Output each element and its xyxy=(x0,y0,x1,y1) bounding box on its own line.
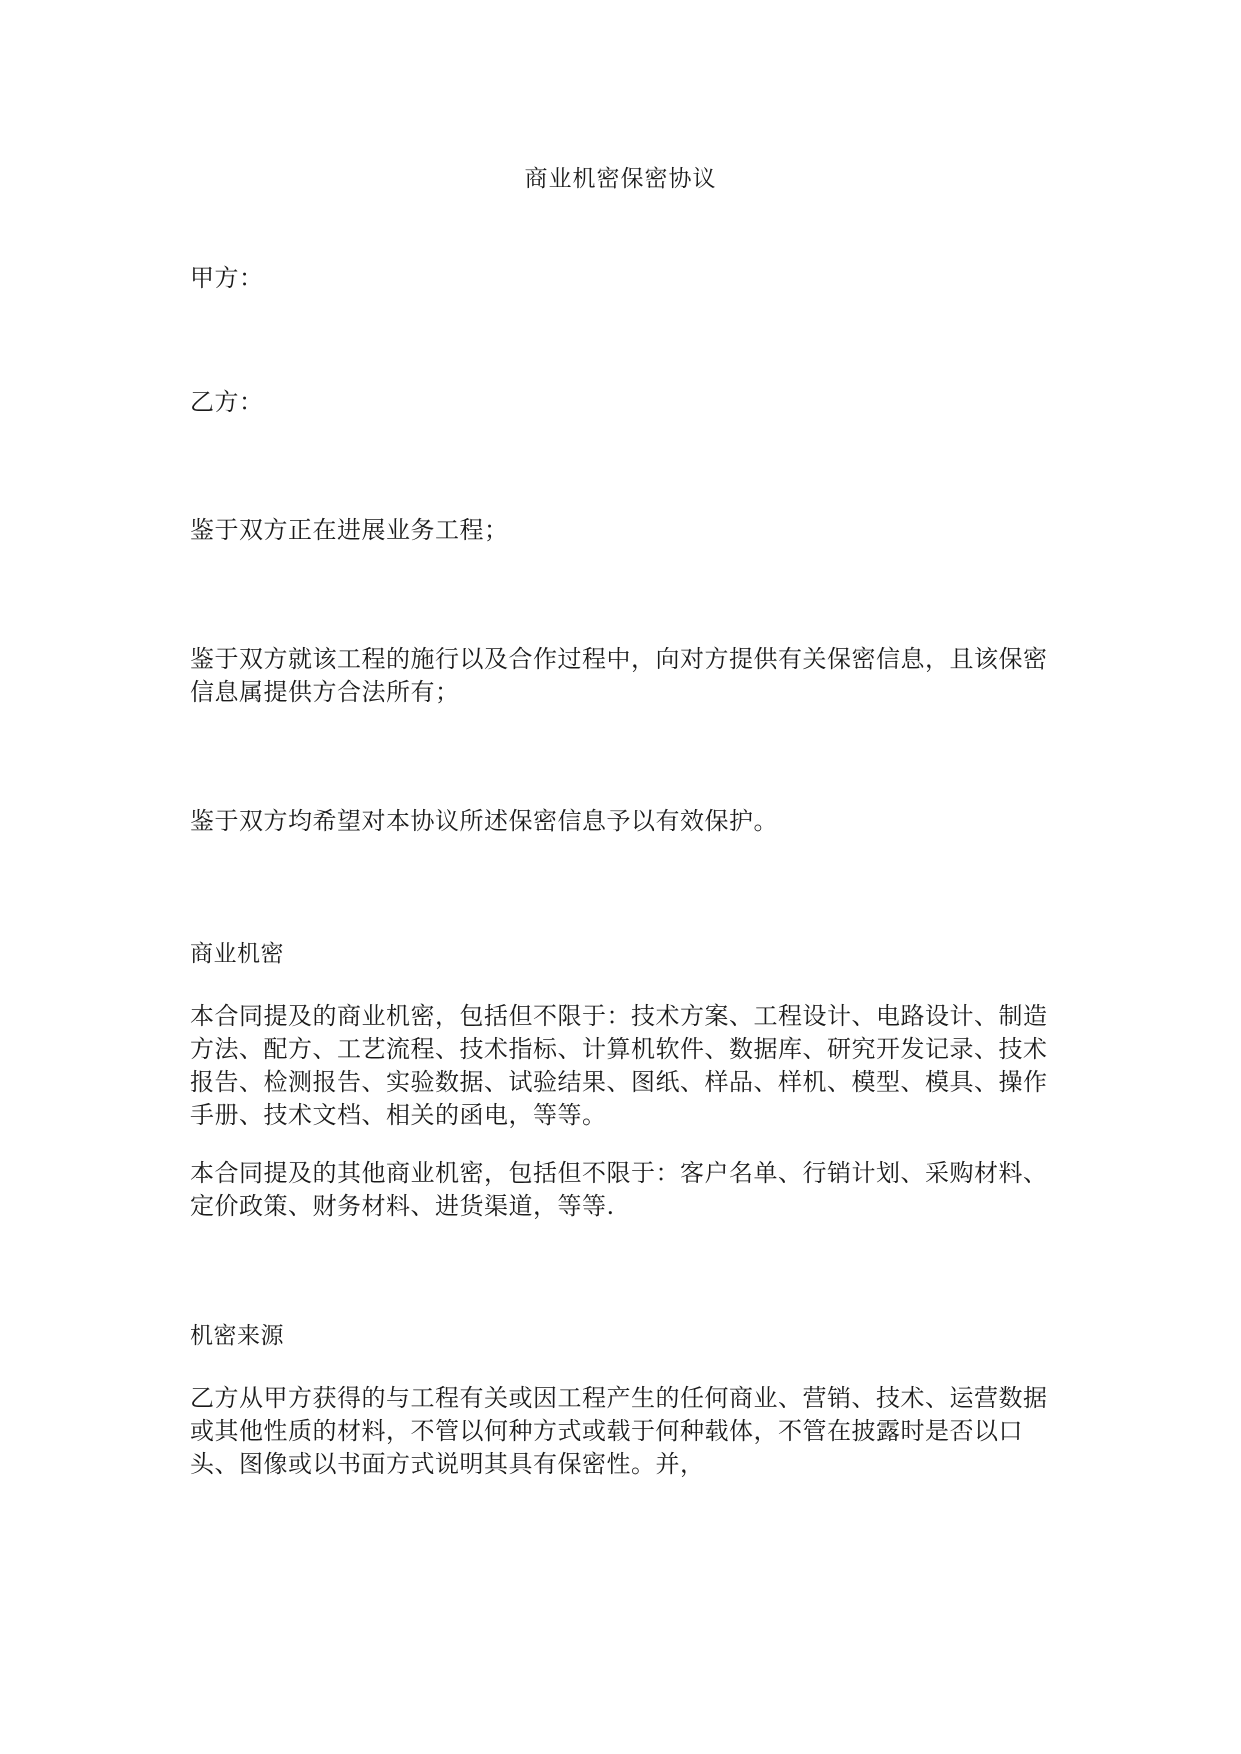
section-heading-trade-secrets: 商业机密 xyxy=(190,941,284,967)
party-b-label: 乙方： xyxy=(190,388,264,416)
party-a-label: 甲方： xyxy=(190,264,264,292)
section-heading-confidential-source: 机密来源 xyxy=(190,1323,284,1349)
recital-2: 鉴于双方就该工程的施行以及合作过程中，向对方提供有关保密信息，且该保密信息属提供方合法所有； xyxy=(190,645,1048,706)
section-2-paragraph-1: 乙方从甲方获得的与工程有关或因工程产生的任何商业、营销、技术、运营数据或其他性质的材料，不管以何种方式或载于何种载体，不管在披露时是否以口头、图像或以书面方式说明其具有保密性。并， xyxy=(190,1384,1048,1478)
recital-3: 鉴于双方均希望对本协议所述保密信息予以有效保护。 xyxy=(190,807,778,835)
section-1-paragraph-2: 本合同提及的其他商业机密，包括但不限于：客户名单、行销计划、采购材料、定价政策、财务材料、进货渠道，等等. xyxy=(190,1159,1048,1220)
section-1-paragraph-1: 本合同提及的商业机密，包括但不限于：技术方案、工程设计、电路设计、制造方法、配方、工艺流程、技术指标、计算机软件、数据库、研究开发记录、技术报告、检测报告、实验数据、试验结果、图纸、样品、样机、模型、模具、操作手册、技术文档、相关的函电，等等。 xyxy=(190,1002,1048,1129)
document-title: 商业机密保密协议 xyxy=(524,166,717,192)
recital-1: 鉴于双方正在进展业务工程； xyxy=(190,516,509,544)
